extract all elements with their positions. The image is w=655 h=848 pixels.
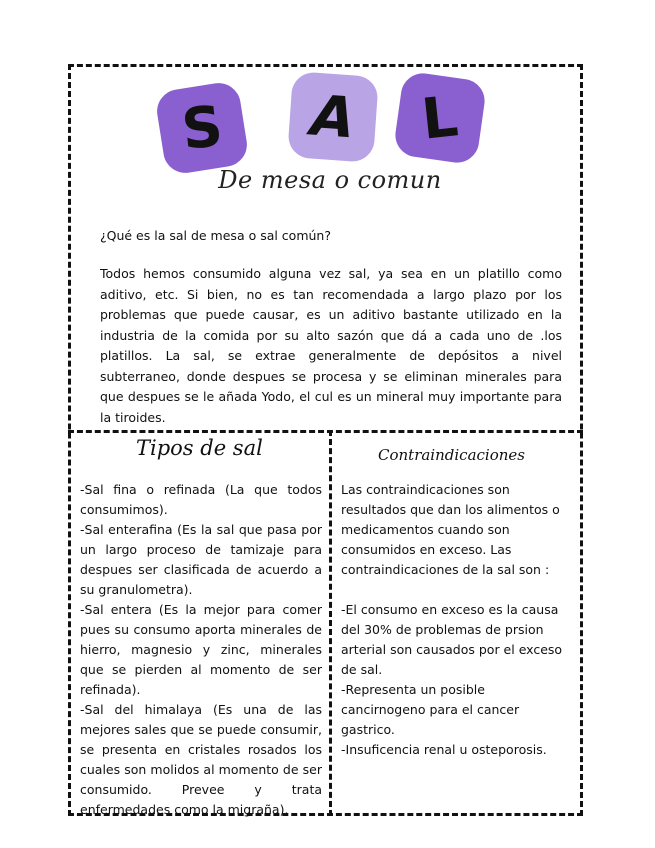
tipos-title: Tipos de sal xyxy=(136,436,263,460)
subtitle: De mesa o comun xyxy=(218,166,442,194)
tipos-item-himalaya: -Sal del himalaya (Es una de las mejores sales que se puede consumir, se presenta en cristales rosados los cuales son molidos al momento de ser consumido. Prevee y trata enfermedades como la migraña). xyxy=(80,702,322,817)
letter-tile-a xyxy=(287,71,379,163)
letter-a: A xyxy=(302,83,364,151)
contra-list xyxy=(341,480,571,760)
intro-question: ¿Qué es la sal de mesa o sal común? xyxy=(100,228,331,243)
contra-item-renal: -Insuficencia renal u osteporosis. xyxy=(341,742,547,757)
letter-l: L xyxy=(418,83,462,153)
contra-intro: Las contraindicaciones son resultados que dan los alimentos o medicamentos cuando son consumidos en exceso. Las contraindicaciones de la sal son : xyxy=(341,482,560,577)
contra-item-presion: -El consumo en exceso es la causa del 30% de problemas de prsion arterial son causados por el exceso de sal. xyxy=(341,602,563,677)
tipos-item-entera: -Sal entera (Es la mejor para comer pues su consumo aporta minerales de hierro, magnesio y zinc, minerales que se pierden al momento de ser refinada). xyxy=(80,602,322,697)
letter-tile-s xyxy=(154,80,250,176)
tipos-item-fina: -Sal fina o refinada (La que todos consumimos). xyxy=(80,482,322,517)
tipos-item-enterafina: -Sal enterafina (Es la sal que pasa por un largo proceso de tamizaje para despues ser clasificada de acuerdo a su granulometra). xyxy=(80,522,322,597)
contra-title: Contraindicaciones xyxy=(378,446,525,464)
letter-tile-l xyxy=(393,71,488,166)
contra-spacer xyxy=(341,580,571,600)
letter-s: S xyxy=(178,93,226,163)
horizontal-dashed-divider xyxy=(68,430,583,433)
vertical-dashed-divider xyxy=(329,430,332,816)
contra-item-cancer: -Representa un posible cancirnogeno para el cancer gastrico. xyxy=(341,682,520,737)
tipos-list xyxy=(80,480,322,820)
intro-paragraph: Todos hemos consumido alguna vez sal, ya sea en un platillo como aditivo, etc. Si bien, no es tan recomendada a largo plazo por los problemas que puede causar, es un aditivo bastante utilizado en la industria de la comida por su alto sazón que dá a cada uno de .los platillos. La sal, se extrae generalmente de depósitos a nivel subterraneo, donde despues se procesa y se eliminan minerales para que despues se le añada Yodo, el cul es un mineral muy importante para la tiroides. xyxy=(100,266,562,425)
